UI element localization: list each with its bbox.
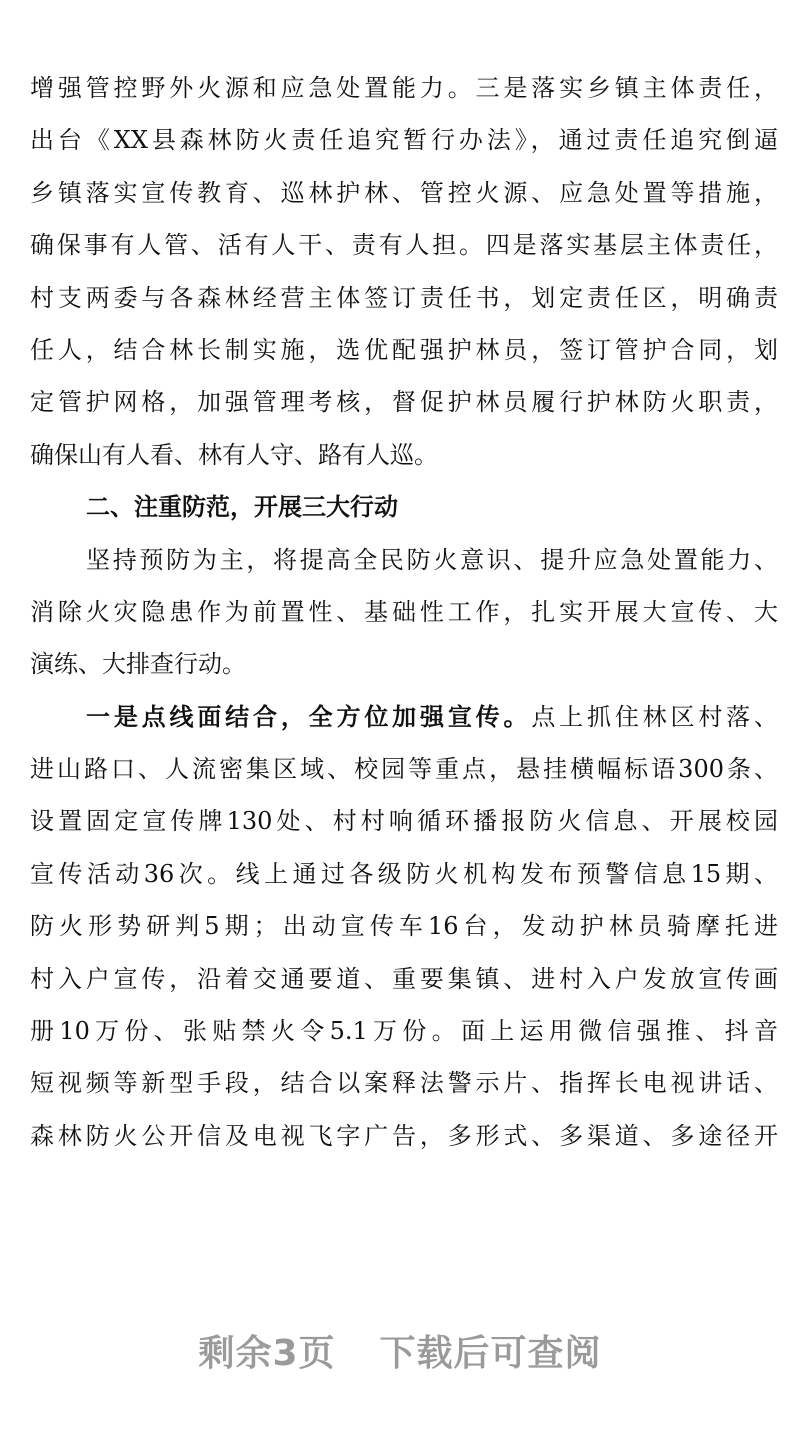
download-prompt[interactable] — [0, 1325, 800, 1376]
document-body — [30, 62, 778, 1162]
text-line: 增强管控野外火源和应急处置能力。三是落实乡镇主体责任， — [30, 74, 778, 102]
text-line: 出台《XX县森林防火责任追究暂行办法》，通过责任追究倒逼 — [30, 126, 778, 155]
text-line: 宣传活动36次。线上通过各级防火机构发布预警信息15期、 — [30, 859, 778, 888]
download-to-view-label[interactable]: 下载后可查阅 — [379, 1333, 602, 1374]
text-line: 森林防火公开信及电视飞字广告，多形式、多渠道、多途径开 — [30, 1121, 778, 1150]
text-line: 坚持预防为主，将提高全民防火意识、提升应急处置能力、 — [86, 545, 778, 574]
text-line: 任人，结合林长制实施，选优配强护林员，签订管护合同，划 — [30, 335, 778, 364]
bold-lead-text: 一是点线面结合，全方位加强宣传。 — [86, 702, 532, 731]
text-line: 进山路口、人流密集区域、校园等重点，悬挂横幅标语300条、 — [30, 755, 778, 784]
text-line: 确保事有人管、活有人干、责有人担。四是落实基层主体责任， — [30, 231, 778, 260]
text-line: 乡镇落实宣传教育、巡林护林、管控火源、应急处置等措施， — [30, 178, 778, 207]
text-line: 村入户宣传，沿着交通要道、重要集镇、进村入户发放宣传画 — [30, 964, 778, 993]
text-line: 定管护网格，加强管理考核，督促护林员履行护林防火职责， — [30, 388, 778, 417]
text-line: 短视频等新型手段，结合以案释法警示片、指挥长电视讲话、 — [30, 1069, 778, 1098]
text-line: 册10万份、张贴禁火令5.1万份。面上运用微信强推、抖音 — [30, 1017, 778, 1046]
text-line: 防火形势研判5期；出动宣传车16台，发动护林员骑摩托进 — [30, 912, 778, 941]
text-line: 确保山有人看、林有人守、路有人巡。 — [30, 440, 438, 469]
text-line: 村支两委与各森林经营主体签订责任书，划定责任区，明确责 — [30, 283, 778, 312]
text-line — [30, 691, 778, 743]
section-heading: 二、注重防范，开展三大行动 — [86, 493, 398, 522]
text-line: 消除火灾隐患作为前置性、基础性工作，扎实开展大宣传、大 — [30, 597, 778, 626]
text-line-rest: 点上抓住林区村落、 — [531, 702, 778, 731]
remaining-pages-label: 剩余3页 — [198, 1333, 336, 1374]
text-line: 演练、大排查行动。 — [30, 650, 246, 679]
text-line: 设置固定宣传牌130处、村村响循环播报防火信息、开展校园 — [30, 807, 778, 836]
